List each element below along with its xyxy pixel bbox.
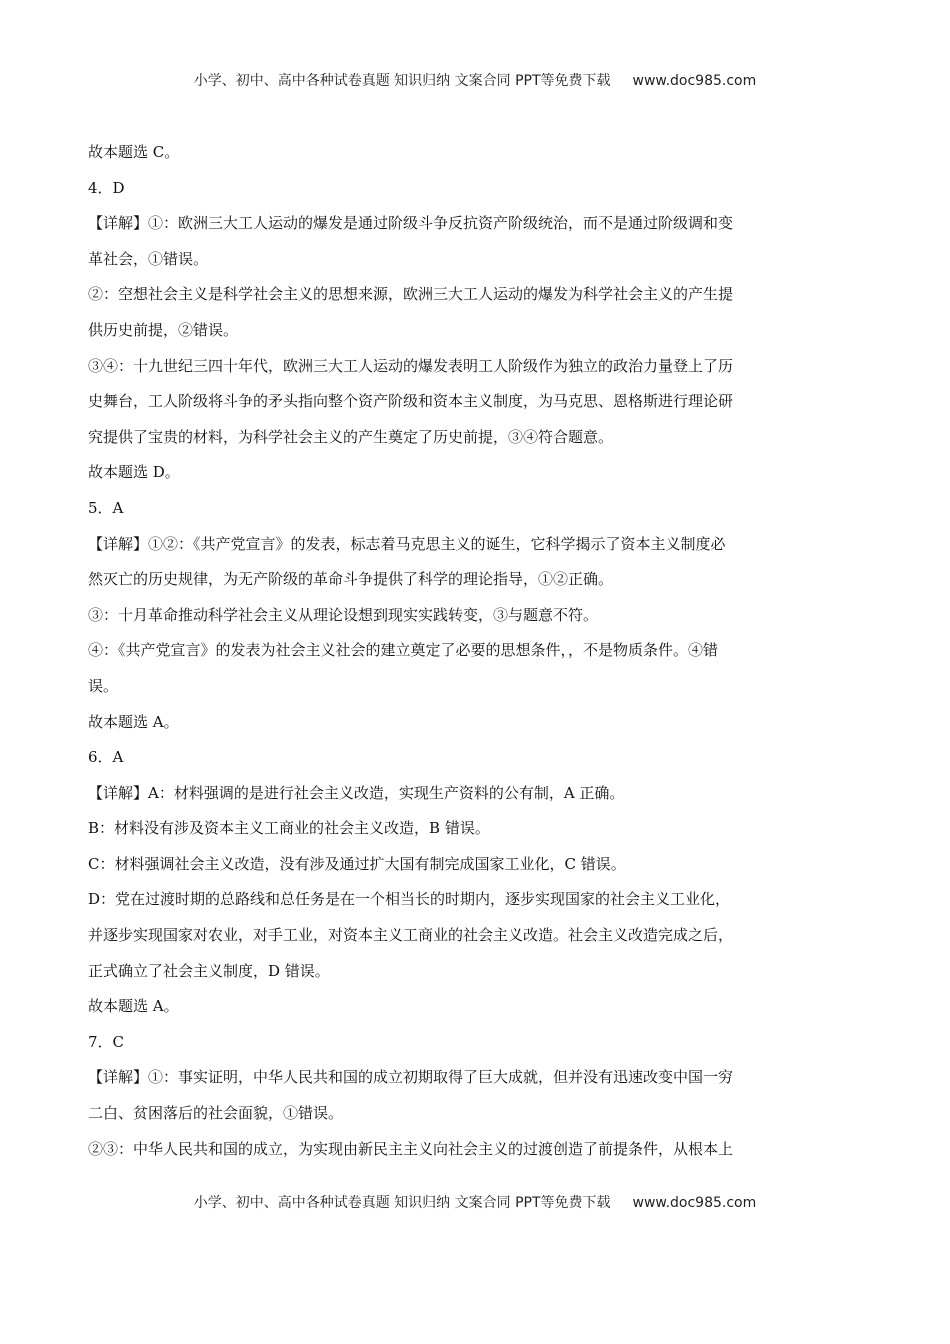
text-line: ②③：中华人民共和国的成立，为实现由新民主主义向社会主义的过渡创造了前提条件，从根本上 [88, 1139, 734, 1158]
text-line: 故本题选 D。 [88, 463, 180, 482]
text-line: 误。 [88, 676, 119, 695]
header-text: 小学、初中、高中各种试卷真题 知识归纳 文案合同 PPT等免费下载 [193, 73, 611, 89]
footer-text: 小学、初中、高中各种试卷真题 知识归纳 文案合同 PPT等免费下载 [193, 1195, 611, 1211]
text-line: 【详解】①：事实证明，中华人民共和国的成立初期取得了巨大成就，但并没有迅速改变中国一穷 [88, 1068, 734, 1087]
text-line: 然灭亡的历史规律，为无产阶级的革命斗争提供了科学的理论指导，①②正确。 [88, 570, 614, 589]
question-number: 5．A [88, 498, 124, 517]
document-body [88, 142, 808, 1174]
text-line: 故本题选 A。 [88, 997, 179, 1016]
question-number: 6．A [88, 748, 124, 767]
text-line: 究提供了宝贵的材料，为科学社会主义的产生奠定了历史前提，③④符合题意。 [88, 427, 614, 446]
footer-url[interactable]: www.doc985.com [632, 1195, 757, 1211]
text-line: 正式确立了社会主义制度，D 错误。 [88, 961, 330, 980]
text-line: 【详解】A：材料强调的是进行社会主义改造，实现生产资料的公有制，A 正确。 [88, 783, 625, 802]
text-line: 故本题选 C。 [88, 143, 180, 161]
text-line: C：材料强调社会主义改造，没有涉及通过扩大国有制完成国家工业化，C 错误。 [88, 854, 626, 873]
header-url[interactable]: www.doc985.com [632, 73, 757, 89]
text-line: B：材料没有涉及资本主义工商业的社会主义改造，B 错误。 [88, 819, 490, 838]
question-number: 4．D [88, 178, 125, 197]
text-line: ④：《共产党宣言》的发表为社会主义社会的建立奠定了必要的思想条件，，不是物质条件。④错 [88, 641, 719, 660]
text-line: 供历史前提，②错误。 [88, 320, 239, 339]
text-line: ③：十月革命推动科学社会主义从理论设想到现实实践转变，③与题意不符。 [88, 605, 599, 624]
text-line: 二白、贫困落后的社会面貌，①错误。 [88, 1104, 344, 1123]
page-header [0, 70, 950, 90]
text-line: 【详解】①：欧洲三大工人运动的爆发是通过阶级斗争反抗资产阶级统治，而不是通过阶级调和变 [88, 214, 734, 233]
text-line: D：党在过渡时期的总路线和总任务是在一个相当长的时期内，逐步实现国家的社会主义工业化， [88, 890, 731, 909]
text-line: 故本题选 A。 [88, 712, 179, 731]
text-line: 【详解】①②：《共产党宣言》的发表，标志着马克思主义的诞生，它科学揭示了资本主义制度必 [88, 534, 726, 553]
page-footer [0, 1192, 950, 1212]
text-line: ③④：十九世纪三四十年代，欧洲三大工人运动的爆发表明工人阶级作为独立的政治力量登上了历 [88, 356, 734, 375]
text-line: 史舞台，工人阶级将斗争的矛头指向整个资产阶级和资本主义制度，为马克思、恩格斯进行理论研 [88, 392, 734, 411]
text-line: ②：空想社会主义是科学社会主义的思想来源，欧洲三大工人运动的爆发为科学社会主义的产生提 [88, 285, 734, 304]
text-line: 革社会，①错误。 [88, 249, 209, 268]
text-line: 并逐步实现国家对农业，对手工业，对资本主义工商业的社会主义改造。社会主义改造完成之后， [88, 926, 734, 945]
question-number: 7．C [88, 1032, 125, 1051]
